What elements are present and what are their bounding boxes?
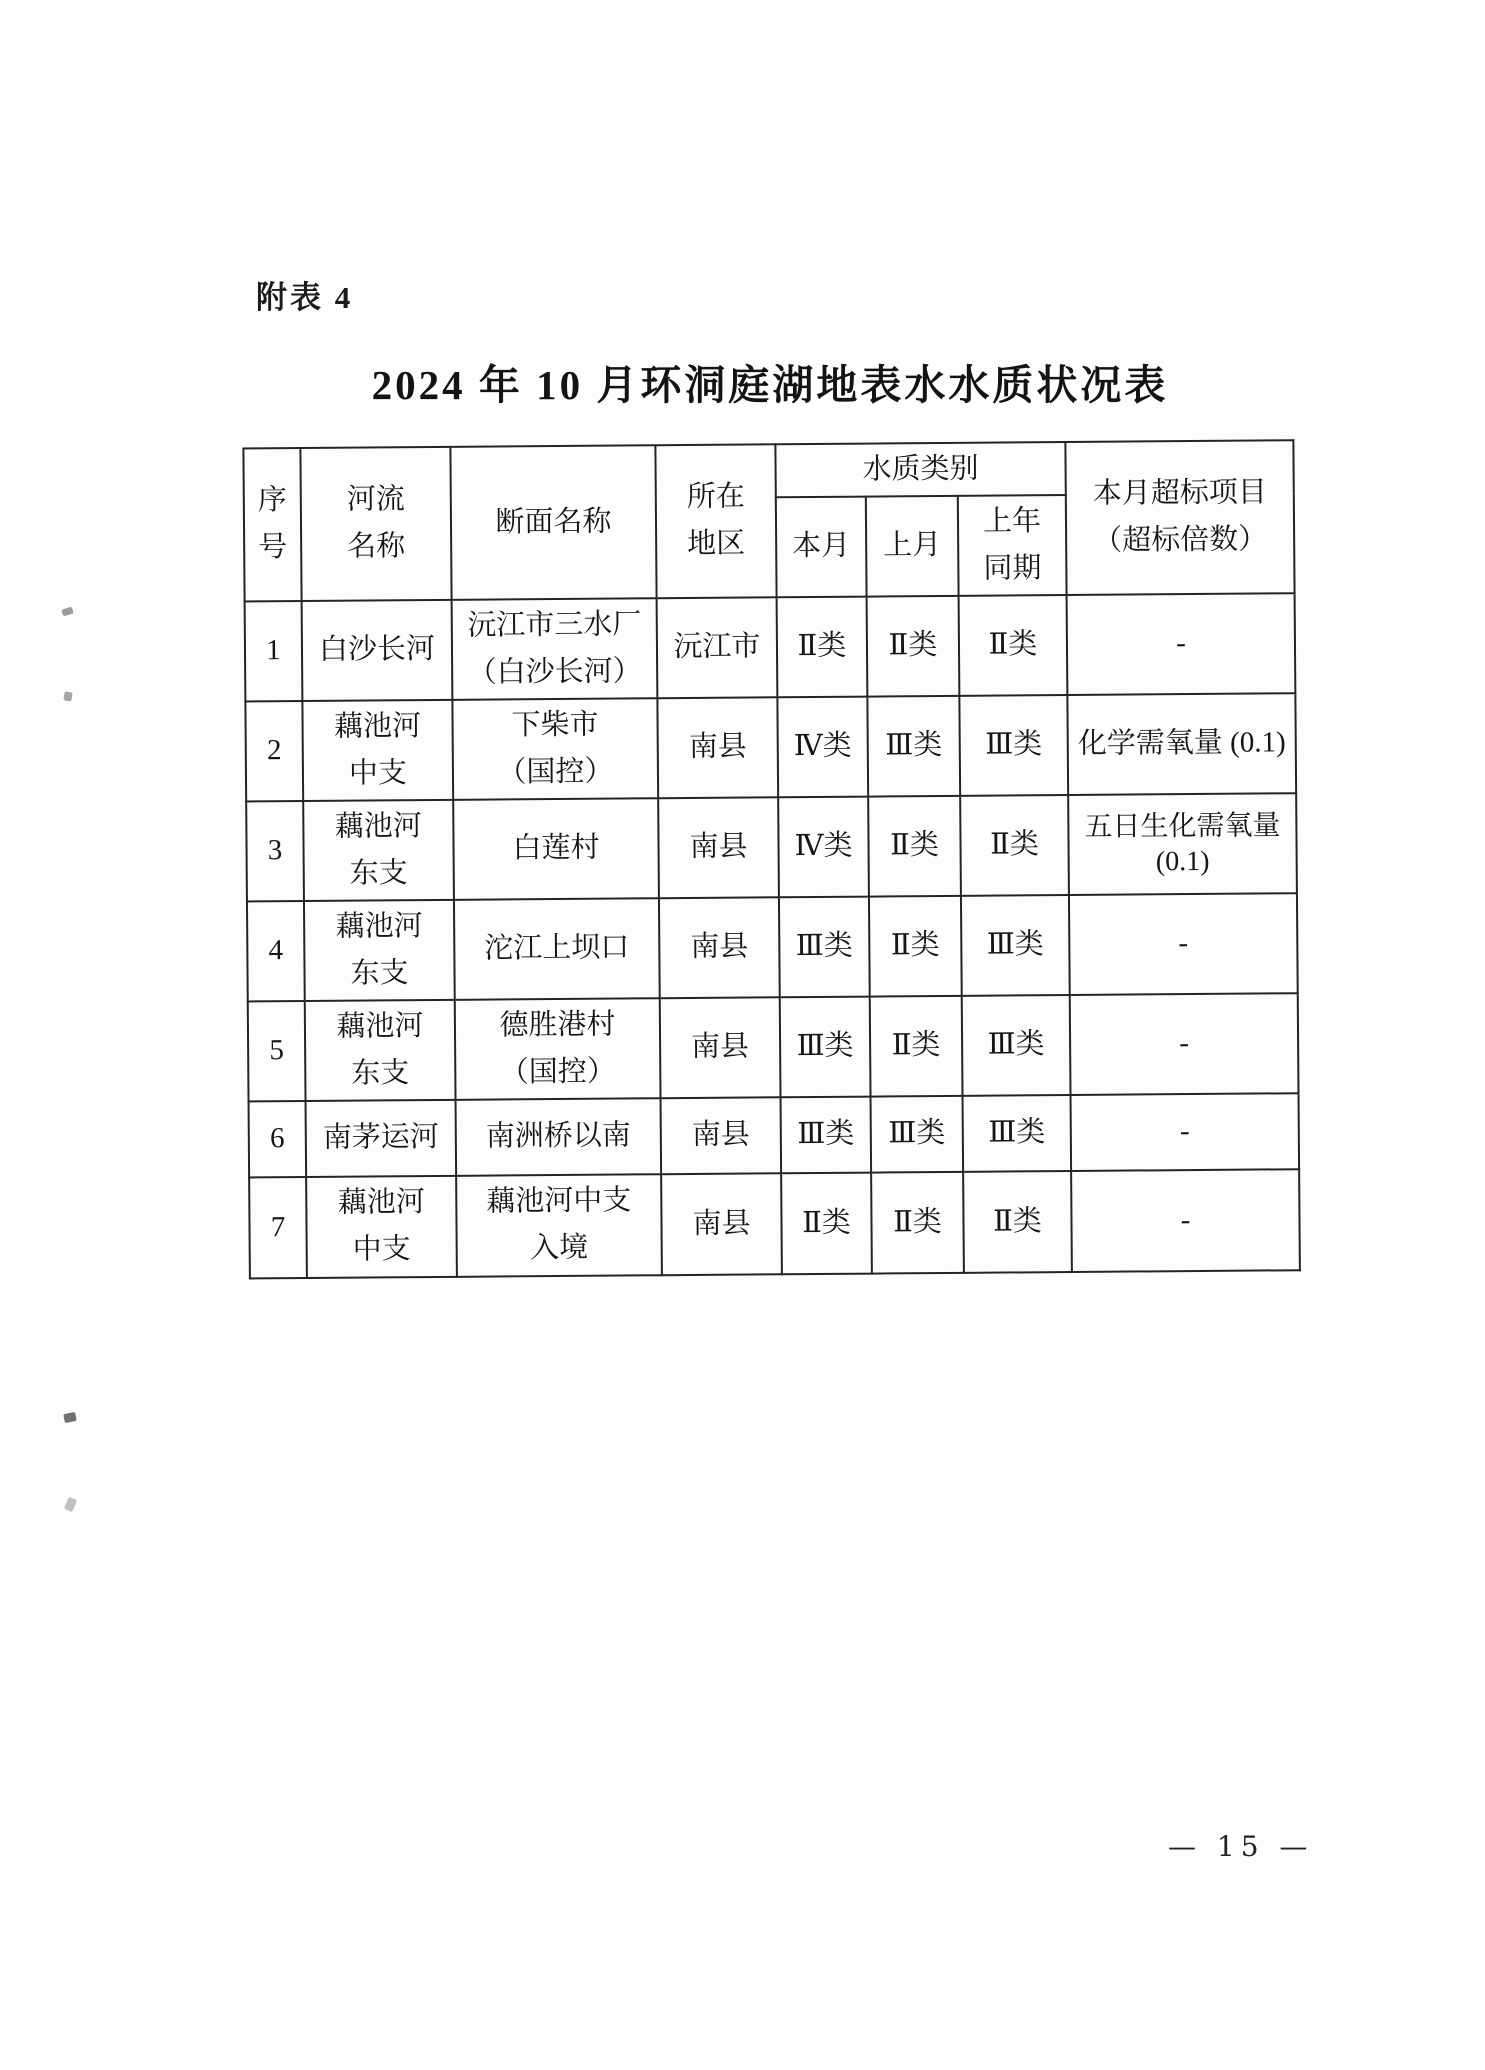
cell-area: 南县 — [661, 1097, 782, 1174]
cell-river-name: 藕池河 东支 — [304, 900, 455, 1001]
cell-area: 南县 — [658, 797, 779, 898]
cell-area: 南县 — [659, 897, 780, 998]
cell-index: 6 — [249, 1101, 307, 1177]
cell-section-name: 下柴市 （国控） — [452, 698, 658, 800]
scan-artifact — [63, 1412, 77, 1423]
cell-quality-current: Ⅱ类 — [777, 596, 868, 697]
cell-river-name: 白沙长河 — [302, 600, 453, 701]
cell-quality-current: Ⅲ类 — [779, 896, 870, 997]
cell-index: 2 — [245, 701, 303, 801]
cell-index: 7 — [249, 1177, 307, 1278]
cell-quality-previous: Ⅱ类 — [869, 896, 962, 997]
table-row — [247, 893, 1298, 1001]
cell-index: 5 — [248, 1001, 306, 1101]
appendix-table-label: 附表 4 — [256, 280, 354, 315]
cell-quality-previous: Ⅱ类 — [871, 1171, 964, 1273]
cell-quality-previous: Ⅲ类 — [871, 1095, 964, 1172]
cell-quality-last-year: Ⅱ类 — [959, 595, 1068, 696]
scan-artifact — [61, 606, 74, 616]
cell-river-name: 藕池河 东支 — [305, 999, 456, 1100]
header-row-group — [243, 440, 1293, 501]
header-exceed-items: 本月超标项目 （超标倍数） — [1065, 440, 1294, 595]
cell-quality-last-year: Ⅲ类 — [961, 895, 1070, 996]
cell-quality-current: Ⅳ类 — [777, 696, 868, 797]
cell-section-name: 德胜港村 （国控） — [455, 998, 661, 1100]
cell-quality-previous: Ⅱ类 — [870, 996, 963, 1097]
scan-artifact — [63, 691, 72, 701]
cell-section-name: 沱江上坝口 — [454, 898, 660, 1000]
cell-quality-previous: Ⅱ类 — [867, 596, 960, 697]
cell-exceed-items: - — [1070, 993, 1299, 1095]
table-row — [249, 1169, 1300, 1278]
cell-index: 3 — [246, 801, 304, 901]
cell-quality-previous: Ⅲ类 — [867, 696, 960, 797]
header-last-year-period: 上年 同期 — [958, 495, 1067, 596]
header-river-name: 河流 名称 — [300, 447, 451, 601]
cell-quality-last-year: Ⅱ类 — [960, 795, 1069, 896]
cell-river-name: 藕池河 中支 — [302, 700, 453, 801]
cell-exceed-items: - — [1067, 593, 1296, 695]
cell-quality-current: Ⅳ类 — [778, 796, 869, 897]
page-number: — 15 — — [1168, 1830, 1314, 1863]
cell-exceed-items: 化学需氧量 (0.1) — [1067, 693, 1296, 795]
table-row — [246, 793, 1297, 901]
table-row — [245, 693, 1296, 801]
cell-quality-last-year: Ⅲ类 — [962, 995, 1071, 1096]
cell-quality-current: Ⅲ类 — [781, 1096, 872, 1173]
cell-index: 1 — [245, 601, 303, 701]
cell-river-name: 南茅运河 — [306, 1099, 457, 1176]
cell-river-name: 藕池河 东支 — [303, 800, 454, 901]
cell-section-name: 南洲桥以南 — [456, 1098, 662, 1176]
cell-quality-last-year: Ⅲ类 — [963, 1095, 1072, 1172]
cell-quality-previous: Ⅱ类 — [868, 796, 961, 897]
header-previous-month: 上月 — [866, 496, 959, 597]
table-row — [249, 1093, 1300, 1177]
cell-index: 4 — [247, 901, 305, 1001]
cell-exceed-items: - — [1071, 1169, 1300, 1272]
header-current-month: 本月 — [776, 497, 867, 598]
cell-area: 南县 — [661, 1173, 782, 1275]
cell-section-name: 白莲村 — [453, 798, 659, 900]
cell-quality-last-year: Ⅲ类 — [959, 695, 1068, 796]
cell-quality-current: Ⅱ类 — [781, 1172, 872, 1274]
table-row — [248, 993, 1299, 1101]
header-quality-group: 水质类别 — [775, 442, 1065, 497]
cell-area: 南县 — [660, 997, 781, 1098]
cell-exceed-items: - — [1071, 1093, 1300, 1171]
header-section-name: 断面名称 — [450, 445, 656, 600]
page-title: 2024 年 10 月环洞庭湖地表水水质状况表 — [371, 362, 1169, 408]
cell-exceed-items: - — [1069, 893, 1298, 995]
water-quality-table — [242, 439, 1300, 1279]
cell-quality-last-year: Ⅱ类 — [963, 1171, 1072, 1273]
header-area: 所在 地区 — [655, 444, 776, 598]
cell-quality-current: Ⅲ类 — [780, 996, 871, 1097]
cell-exceed-items: 五日生化需氧量 (0.1) — [1068, 793, 1297, 895]
cell-area: 南县 — [657, 697, 778, 798]
cell-section-name: 藕池河中支 入境 — [456, 1174, 662, 1277]
header-index: 序 号 — [243, 448, 301, 601]
cell-river-name: 藕池河 中支 — [306, 1175, 457, 1277]
table-row — [245, 593, 1296, 701]
scan-artifact — [64, 1497, 78, 1513]
cell-section-name: 沅江市三水厂 （白沙长河） — [452, 598, 658, 700]
cell-area: 沅江市 — [657, 597, 778, 698]
